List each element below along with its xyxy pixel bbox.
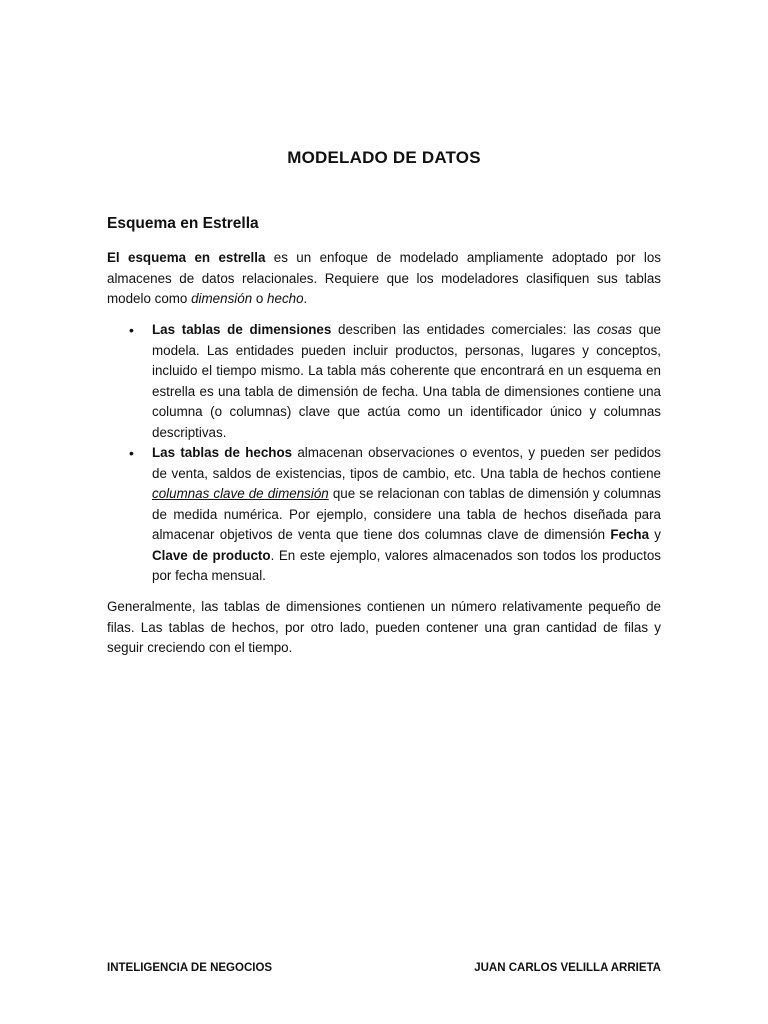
bullet-item-dimension-tables [107,320,661,443]
bullet-2-underlined-term: columnas clave de dimensión [152,486,329,501]
bullet-icon: • [129,322,134,338]
intro-text-3: . [303,291,308,306]
bullet-2-bold-2: Clave de producto [152,547,271,563]
bullet-1-text-2: que modela. Las entidades pueden incluir productos, personas, lugares y conceptos, incluido el tiempo mismo. La tabla más coherente que encontrará en un esquema en estrella es una tabla de dimensión de fecha. Una tabla de dimensiones contiene una columna (o columnas) clave que actúa como un identificador único y columnas descriptivas. [152,322,661,440]
closing-paragraph: Generalmente, las tablas de dimensiones contienen un número relativamente pequeño de filas. Las tablas de hechos, por otro lado, pueden contener una gran cantidad de filas y seguir creciendo con el tiempo. [107,599,661,655]
bullet-item-fact-tables [107,443,661,587]
bullet-2-text-4: . En este ejemplo, valores almacenados son todos los productos por fecha mensual. [152,547,661,583]
bullet-icon: • [129,445,134,461]
intro-text-1: es un enfoque de modelado ampliamente adoptado por los almacenes de datos relacionales. Requiere que los modeladores clasifiquen sus tablas modelo como [107,250,661,306]
bullet-1-text-1: describen las entidades comerciales: las [331,322,597,337]
intro-italic-2: hecho [267,291,304,306]
bullet-list [107,320,661,587]
bullet-text-fact-tables [152,443,661,587]
intro-italic-1: dimensión [191,291,253,306]
bullet-1-bold-lead: Las tablas de dimensiones [152,322,332,337]
page-footer [107,962,661,974]
intro-text-2: o [252,291,268,306]
bullet-2-text-2: que se relacionan con tablas de dimensión y columnas de medida numérica. Por ejemplo, considere una tabla de hechos diseñada para almacenar objetivos de venta que tiene dos columnas clave de dimensión [152,486,661,542]
footer-left-text: INTELIGENCIA DE NEGOCIOS [107,962,273,974]
bullet-2-text-3: y [649,527,662,542]
bullet-2-text-1: almacenan observaciones o eventos, y pueden ser pedidos de venta, saldos de existencias, tipos de cambio, etc. Una tabla de hechos contiene [152,445,661,481]
footer-right-text: JUAN CARLOS VELILLA ARRIETA [474,962,661,974]
section-heading: Esquema en Estrella [107,215,259,232]
document-title: MODELADO DE DATOS [287,148,481,167]
intro-bold-lead: El esquema en estrella [107,250,266,265]
intro-paragraph [107,248,661,310]
bullet-text-dimension-tables [152,320,661,443]
bullet-1-italic: cosas [596,322,632,337]
bullet-2-bold-lead: Las tablas de hechos [152,445,293,460]
bullet-2-bold-1: Fecha [610,527,650,542]
